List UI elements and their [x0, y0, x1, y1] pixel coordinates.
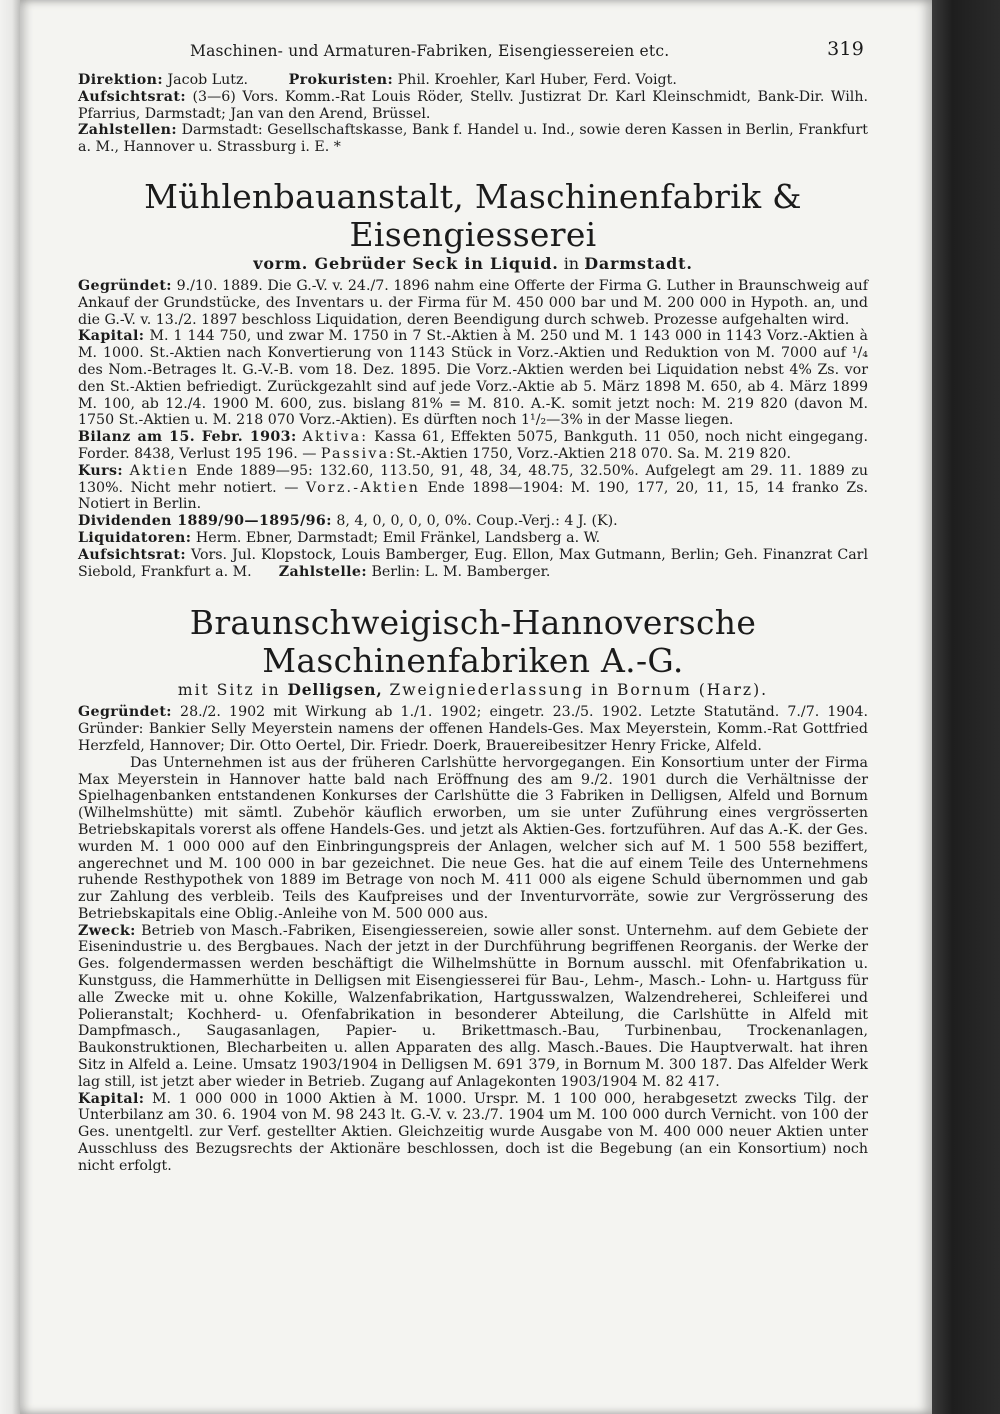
- gegruendet-entry: [78, 278, 868, 328]
- kurs-label: Kurs:: [78, 462, 124, 479]
- zahlstellen-label: Zahlstellen:: [78, 122, 177, 139]
- page-content: [78, 38, 868, 1175]
- gegruendet-text: 9./10. 1889. Die G.-V. v. 24./7. 1896 nahm eine Offerte der Firma G. Luther in Braunschweig auf Ankauf der Grundstücke, des Inventars u. der Firma für M. 450 000 bar und M. 200 000 in Hypoth. an, und die G.-V. v. 13./2. 1897 beschloss Liquidation, deren Beendigung durch schweb. Prozesse aufgehalten wird.: [78, 277, 869, 328]
- zweck-text: Betrieb von Masch.-Fabriken, Eisengiessereien, sowie aller sonst. Unternehm. auf dem Gebiete der Eisenindustrie u. des Bergbaues. Nach der jetzt in der Durchführung begriffenen Reorganis. der Werke der Ges. folgendermassen werden beschäftigt die Wilhelmshütte in Bornum ausschl. mit Ofenfabrikation u. Kunstguss, die Hammerhütte in Delligsen mit Eisengiesserei für Bau-, Lehm-, Masch.- Lohn- u. Hartguss für alle Zwecke mit u. ohne Kokille, Walzenfabrikation, Hartgusswalzen, Walzendreherei, Schleiferei und Polieranstalt; Kochherd- u. Ofenfabrikation in besonderer Abteilung, die Carlshütte in Alfeld mit Dampfmasch., Saugasanlagen, Papier- u. Brikettmasch.-Bau, Turbinenbau, Trockenanlagen, Baukonstruktionen, Blecharbeiten u. allen Apparaten des allg. Masch.-Baues. Die Hauptverwalt. hat ihren Sitz in Alfeld a. Leine. Umsatz 1903/1904 in Delligsen M. 691 379, in Bornum M. 300 187. Das Alfelder Werk lag still, ist jetzt aber wieder in Betrieb. Zugang auf Anlagekonten 1903/1904 M. 82 417.: [78, 922, 868, 1090]
- bilanz-passiva-label: Passiva:: [320, 445, 397, 462]
- page-number: 319: [827, 38, 864, 60]
- kurs-aktien-text: Ende 1889—95: 132.60, 113.50, 91, 48, 34, 48.75, 32.50%. Aufgelegt am 29. 11. 1889 zu 130%. Nicht mehr notiert. —: [78, 462, 868, 496]
- company-entry-seck: [78, 178, 868, 580]
- direktion-label: Direktion:: [78, 72, 163, 88]
- subtitle-zweig: Zweigniederlassung in Bornum (Harz).: [389, 681, 769, 700]
- company-title-braunschweig: Braunschweigisch-Hannoversche Maschinenfabriken A.-G.: [189, 603, 757, 681]
- dividenden-text: 8, 4, 0, 0, 0, 0, 0%. Coup.-Verj.: 4 J. (K).: [336, 513, 618, 530]
- bilanz-aktiva-text: Kassa 61, Effekten 5075, Bankguth. 11 050, noch nicht eingegang. Forder. 8438, Verlust 195 196. —: [78, 429, 869, 462]
- subtitle-city: Darmstadt.: [584, 253, 693, 273]
- prokuristen-text: Phil. Kroehler, Karl Huber, Ferd. Voigt.: [397, 72, 677, 88]
- liquidatoren-text: Herm. Ebner, Darmstadt; Emil Fränkel, Landsberg a. W.: [195, 529, 601, 546]
- gegruendet-bh-text: 28./2. 1902 mit Wirkung ab 1./1. 1902; eingetr. 23./5. 1902. Letzte Statutänd. 7./7. 1904. Gründer: Bankier Selly Meyerstein namens der offenen Handels-Ges. Max Meyerstein, Komm.-Rat Gottfried Herzfeld, Hannover; Dir. Otto Oertel, Dir. Friedr. Doerk, Brauereibesitzer Henry Fricke, Alfeld.: [78, 704, 868, 754]
- kurs-vorz-text: Ende 1898—1904: M. 190, 177, 20, 11, 15, 14 franko Zs. Notiert in Berlin.: [78, 479, 869, 513]
- bilanz-label: Bilanz am 15. Febr. 1903:: [78, 429, 297, 446]
- zahlstellen-text: Darmstadt: Gesellschaftskasse, Bank f. Handel u. Ind., sowie deren Kassen in Berlin, Frankfurt a. M., Hannover u. Strassburg i. E. *: [78, 122, 868, 156]
- left-page-edge: [0, 0, 20, 1414]
- kapital-entry: [78, 328, 868, 429]
- aufsichtsrat-label: Aufsichtsrat:: [78, 88, 186, 105]
- zweck-entry: [78, 923, 868, 1091]
- kapital-label: Kapital:: [78, 328, 145, 345]
- dividenden-entry: [78, 513, 868, 530]
- gegruendet-bh-entry: [78, 704, 868, 754]
- zweck-label: Zweck:: [78, 922, 136, 939]
- kapital-text: M. 1 144 750, und zwar M. 1750 in 7 St.-Aktien à M. 250 und M. 1 143 000 in 1143 Vorz.-Aktien à M. 1000. St.-Aktien nach Konvertierung von 1143 Stück in Vorz.-Aktien und Reduktion von M. 7000 auf ¹/₄ des Nom.-Betrages lt. G.-V.-B. vom 18. Dez. 1895. Die Vorz.-Aktien werden bei Liquidation nebst 4% Zs. vor den St.-Aktien befriedigt. Zurückgezahlt sind auf jede Vorz.-Aktie ab 5. März 1898 M. 650, ab 4. März 1899 M. 100, ab 12./4. 1900 M. 600, zus. bislang 81% = M. 810. A.-K. somit jetzt noch: M. 219 820 (davon M. 1750 St.-Aktien u. M. 218 070 Vorz.-Aktien). Es dürften noch 1¹/₂—3% in der Masse liegen.: [78, 328, 869, 429]
- book-page: [20, 0, 932, 1414]
- liquidatoren-label: Liquidatoren:: [78, 529, 192, 546]
- subtitle-in: in: [563, 253, 580, 273]
- running-header: [78, 38, 868, 66]
- aufsichtsrat-entry: [78, 89, 868, 123]
- subtitle-mit-sitz: mit Sitz in: [177, 681, 281, 700]
- bilanz-passiva-text: St.-Aktien 1750, Vorz.-Aktien 218 070. Sa. M. 219 820.: [396, 445, 792, 462]
- aufsichtsrat-seck-text: Vors. Jul. Klopstock, Louis Bamberger, Eug. Ellon, Max Gutmann, Berlin; Geh. Finanzrat Carl Siebold, Frankfurt a. M.: [78, 546, 868, 580]
- history-paragraph: Das Unternehmen ist aus der früheren Carlshütte hervorgegangen. Ein Konsortium unter der Firma Max Meyerstein in Hannover hatte bald nach Eröffnung des am 9./2. 1901 durch die Verhältnisse der Spielhagenbanken entstandenen Konkurses der Carlshütte die 3 Fabriken in Delligsen, Alfeld und Bornum (Wilhelmshütte) mit sämtl. Zubehör käuflich erworben, um sie unter Zuführung eines vergrösserten Betriebskapitals vorerst als offene Handels-Ges. und jetzt als Aktien-Ges. fortzuführen. Auf das A.-K. der Ges. wurden M. 1 000 000 auf den Einbringungspreis der Anlagen, welcher sich auf M. 1 500 558 beziffert, angerechnet und M. 100 000 in bar gezeichnet. Die neue Ges. hat die auf einem Teile des Unternehmens ruhende Resthypothek von 1889 im Betrage von noch M. 411 000 als eigene Schuld übernommen und gab zur Zahlung des verbleib. Teils des Kaufpreises und der Inventurvorräte, sowie zur Vergrösserung des Betriebskapitals eine Oblig.-Anleihe von M. 500 000 aus.: [78, 754, 868, 922]
- bilanz-entry: [78, 429, 868, 463]
- company-subtitle-braunschweig: [78, 680, 868, 700]
- subtitle-delligsen: Delligsen,: [287, 680, 383, 700]
- gegruendet-label: Gegründet:: [78, 277, 172, 294]
- prokuristen-label: Prokuristen:: [288, 72, 394, 88]
- aufsichtsrat-text: (3—6) Vors. Komm.-Rat Louis Röder, Stellv. Justizrat Dr. Karl Kleinschmidt, Bank-Dir. Wilh. Pfarrius, Darmstadt; Jan van den Arend, Brüssel.: [78, 88, 868, 122]
- zahlstelle-text: Berlin: L. M. Bamberger.: [371, 563, 551, 580]
- kurs-entry: [78, 463, 868, 513]
- company-title-seck: Mühlenbauanstalt, Maschinenfabrik & Eisengiesserei: [144, 176, 802, 254]
- subtitle-firm: vorm. Gebrüder Seck in Liquid.: [253, 253, 559, 273]
- company-subtitle-seck: [78, 254, 868, 274]
- direktion-entry: [78, 72, 868, 89]
- kapital-bh-entry: [78, 1091, 868, 1175]
- kapital-bh-text: M. 1 000 000 in 1000 Aktien à M. 1000. Urspr. M. 1 100 000, herabgesetzt zwecks Tilg. der Unterbilanz am 30. 6. 1904 von M. 98 243 lt. G.-V. v. 23./7. 1904 um M. 100 000 durch Vernicht. von 100 der Ges. unentgeltl. zur Verf. gestellter Aktien. Gleichzeitig wurde Ausgabe von M. 400 000 neuer Aktien unter Ausschluss des Bezugsrechts der Aktionäre beschlossen, doch ist die Begebung (an ein Konsortium) noch nicht erfolgt.: [78, 1090, 869, 1174]
- previous-company-tail: [78, 72, 868, 156]
- company-entry-braunschweig: [78, 604, 868, 1174]
- aufsichtsrat-seck-entry: [78, 547, 868, 581]
- gegruendet-bh-label: Gegründet:: [78, 704, 172, 721]
- dividenden-label: Dividenden 1889/90—1895/96:: [78, 513, 332, 530]
- binding-shadow: [932, 0, 1000, 1414]
- zahlstellen-entry: [78, 122, 868, 156]
- aufsichtsrat-seck-label: Aufsichtsrat:: [78, 546, 186, 563]
- running-title: Maschinen- und Armaturen-Fabriken, Eisengiessereien etc.: [190, 42, 670, 60]
- kurs-vorz-label: Vorz.-Aktien: [306, 479, 421, 496]
- zahlstelle-label: Zahlstelle:: [278, 563, 367, 580]
- direktion-text: Jacob Lutz.: [167, 72, 248, 88]
- liquidatoren-entry: [78, 530, 868, 547]
- kurs-aktien-label: Aktien: [129, 462, 190, 479]
- bilanz-aktiva-label: Aktiva:: [302, 429, 369, 446]
- kapital-bh-label: Kapital:: [78, 1090, 145, 1107]
